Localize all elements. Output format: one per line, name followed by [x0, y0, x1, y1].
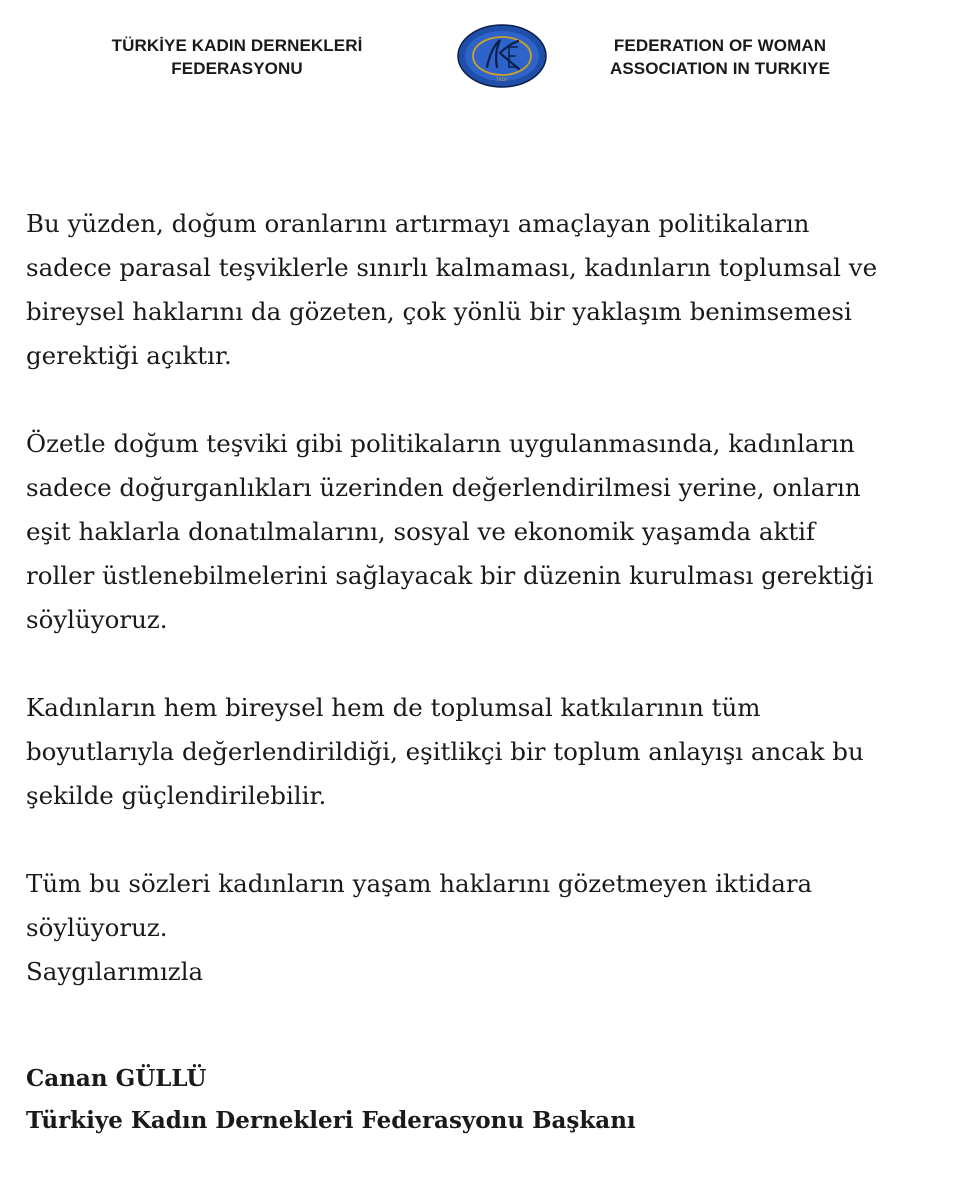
text-line: roller üstlenebilmelerini sağlayacak bir düzenin kurulması gerektiği: [26, 561, 874, 590]
logo-text: TKDF: [496, 78, 508, 83]
paragraph: [26, 862, 936, 950]
signature-block: [26, 1058, 936, 1142]
text-line: gerektiği açıktır.: [26, 341, 232, 370]
paragraph: [26, 686, 936, 818]
text-line: şekilde güçlendirilebilir.: [26, 781, 327, 810]
text-line: söylüyoruz.: [26, 913, 168, 942]
tkdf-emblem-icon: [456, 23, 548, 89]
org-name-turkish-line: FEDERASYONU: [171, 59, 303, 78]
org-name-english-line: FEDERATION OF WOMAN: [613, 36, 827, 55]
paragraph: [26, 202, 936, 378]
text-line: Bu yüzden, doğum oranlarını artırmayı amaçlayan politikaların: [26, 209, 810, 238]
org-name-english: [600, 34, 840, 80]
paragraph: [26, 422, 936, 642]
letter-body: [26, 202, 936, 994]
text-line: Özetle doğum teşviki gibi politikaların uygulanmasında, kadınların: [26, 429, 855, 458]
org-name-turkish-line: TÜRKİYE KADIN DERNEKLERİ: [111, 36, 363, 55]
text-line: Kadınların hem bireysel hem de toplumsal katkılarının tüm: [26, 693, 761, 722]
text-line: eşit haklarla donatılmalarını, sosyal ve ekonomik yaşamda aktif: [26, 517, 816, 546]
text-line: Tüm bu sözleri kadınların yaşam haklarını gözetmeyen iktidara: [26, 869, 813, 898]
org-name-turkish: [108, 34, 366, 80]
signatory-name: Canan GÜLLÜ: [26, 1065, 207, 1092]
text-line: sadece parasal teşviklerle sınırlı kalmaması, kadınların toplumsal ve: [26, 253, 878, 282]
text-line: sadece doğurganlıkları üzerinden değerlendirilmesi yerine, onların: [26, 473, 861, 502]
text-line: bireysel haklarını da gözeten, çok yönlü bir yaklaşım benimsemesi: [26, 297, 852, 326]
org-name-english-line: ASSOCIATION IN TURKIYE: [609, 59, 831, 78]
text-line: boyutlarıyla değerlendirildiği, eşitlikçi bir toplum anlayışı ancak bu: [26, 737, 864, 766]
signatory-title: Türkiye Kadın Dernekleri Federasyonu Başkanı: [26, 1107, 636, 1134]
letterhead: [0, 0, 960, 100]
text-line: söylüyoruz.: [26, 605, 168, 634]
closing-salutation: Saygılarımızla: [26, 957, 204, 986]
